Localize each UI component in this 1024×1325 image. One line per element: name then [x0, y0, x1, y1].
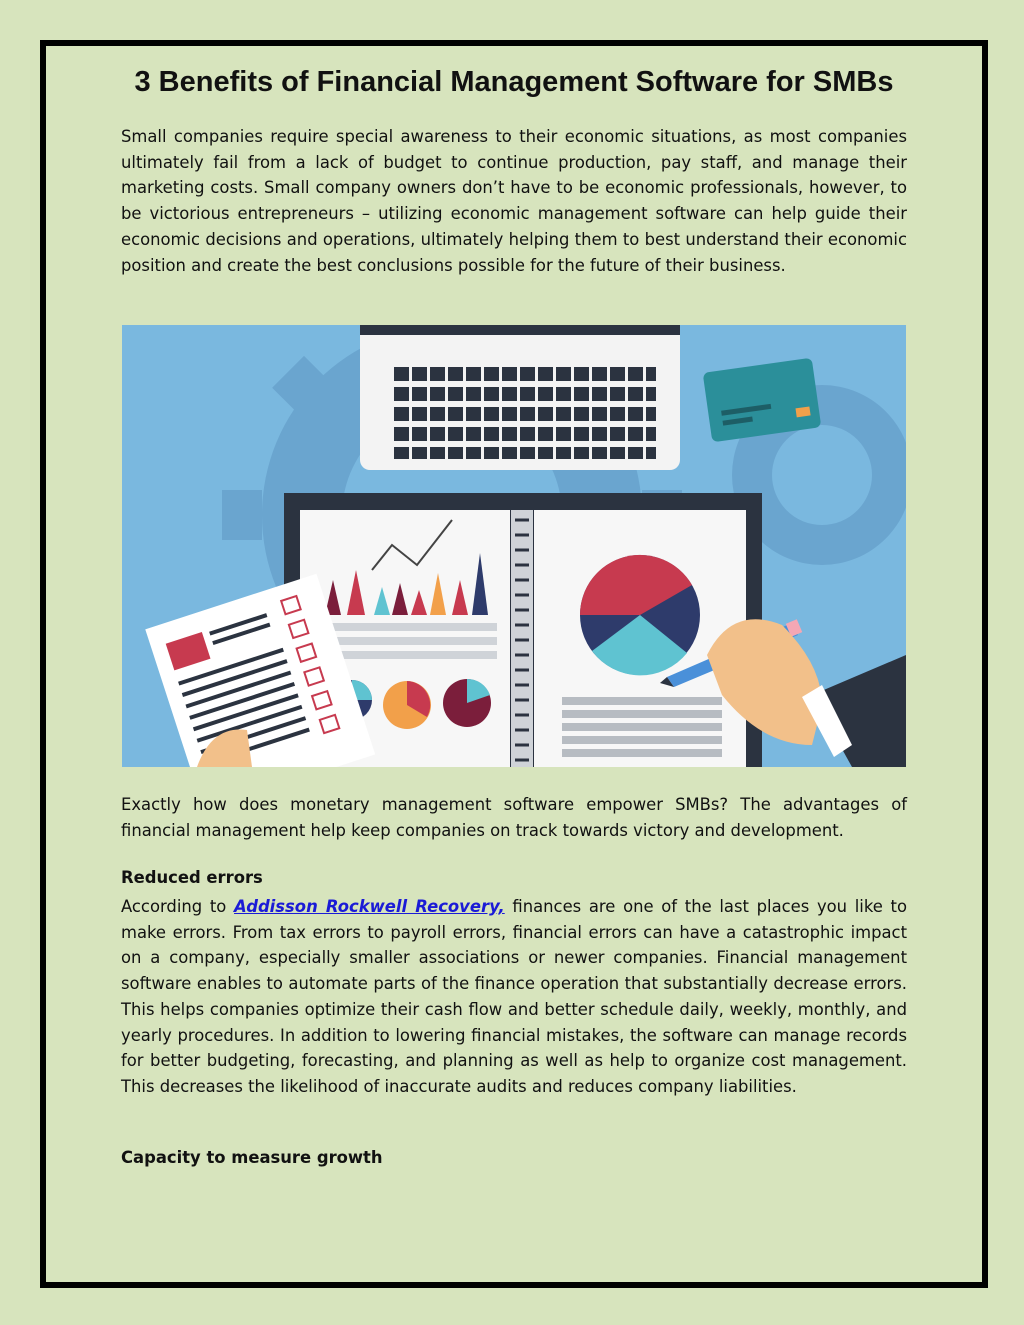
intro-paragraph: Small companies require special awareness to their economic situations, as most companies ultimately fail from a lack of budget to continue production, pay staff, and manage their marketing costs. Small company owners don’t have to be economic professionals, however, to be victorious entrepreneurs – utilizing economic management software can help guide their economic decisions and operations, ultimately helping them to best understand their economic position and create the best conclusions possible for the future of their business.	[121, 127, 907, 275]
page-title: 3 Benefits of Financial Management Software for SMBs	[134, 66, 894, 98]
reduced-errors-paragraph	[121, 894, 907, 1100]
page-frame	[40, 40, 988, 1288]
reduced-errors-body: finances are one of the last places you like to make errors. From tax errors to payroll errors, financial errors can have a catastrophic impact on a company, especially smaller associations or newer companies. Financial management software enables to automate parts of the finance operation that substantially decrease errors. This helps companies optimize their cash flow and better schedule daily, weekly, monthly, and yearly procedures. In addition to lowering financial mistakes, the software can manage records for better budgeting, forecasting, and planning as well as help to organize cost management. This decreases the likelihood of inaccurate audits and reduces company liabilities.	[121, 897, 907, 1096]
capacity-heading: Capacity to measure growth	[121, 1148, 383, 1167]
reduced-errors-heading: Reduced errors	[121, 868, 263, 887]
how-paragraph: Exactly how does monetary management software empower SMBs? The advantages of financial management help keep companies on track towards victory and development.	[121, 795, 907, 840]
addisson-rockwell-recovery-link[interactable]: Addisson Rockwell Recovery,	[234, 897, 505, 916]
hero-illustration	[122, 325, 906, 767]
reduced-errors-lead: According to	[121, 897, 235, 916]
laptop-icon	[360, 325, 680, 470]
